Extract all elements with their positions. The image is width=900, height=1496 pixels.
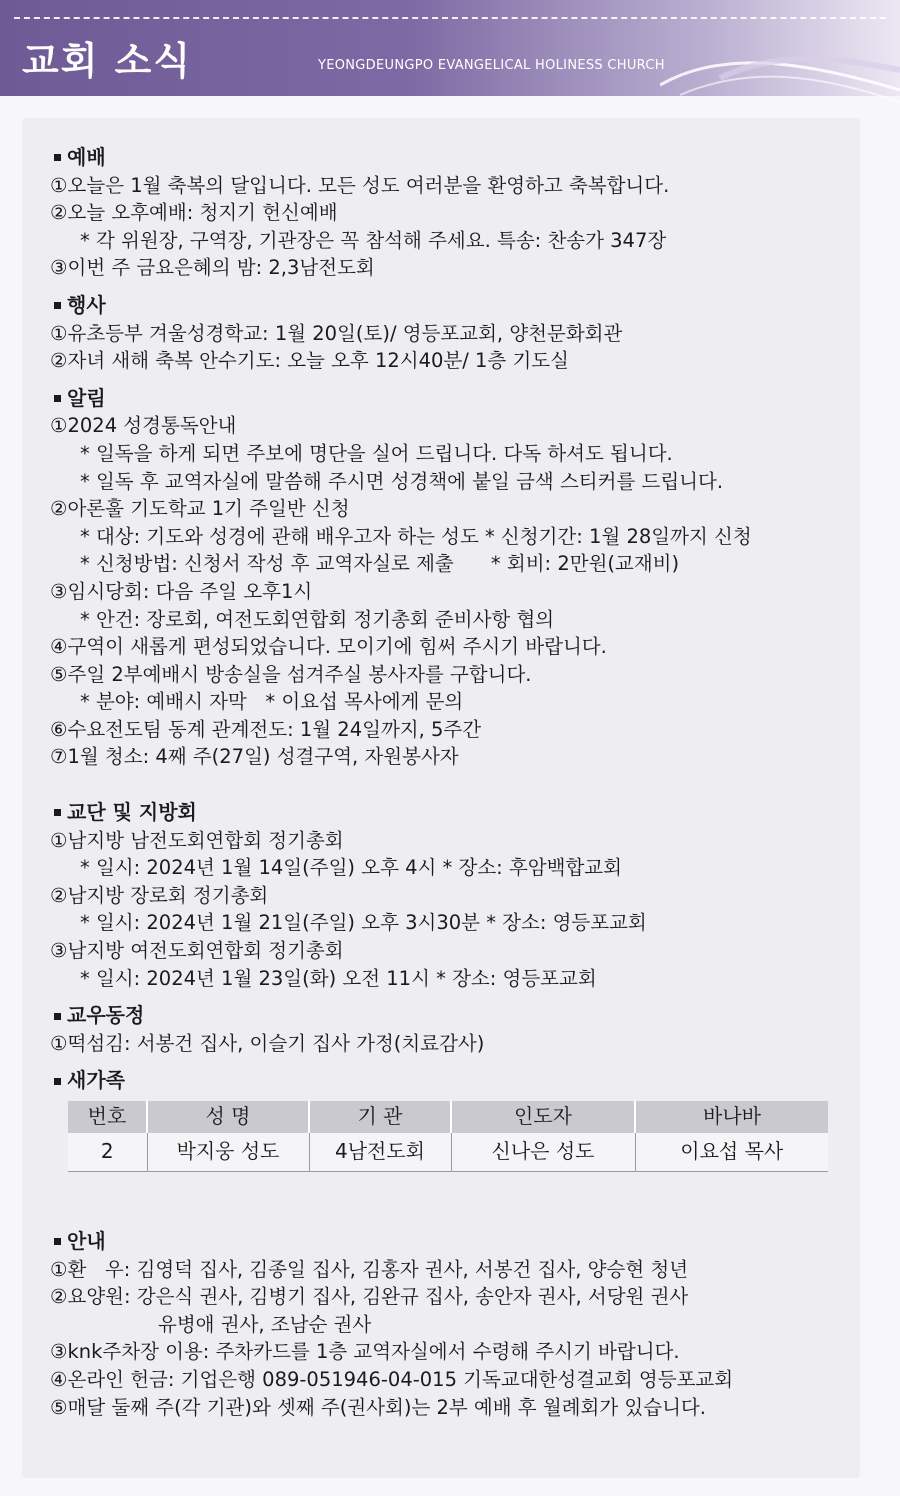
notices-line-7: ③임시당회: 다음 주일 오후1시 [50, 579, 313, 603]
square-bullet-icon [54, 809, 61, 816]
guide-line-1: ①환 우: 김영덕 집사, 김종일 집사, 김홍자 권사, 서봉건 집사, 양승현 청년 [50, 1257, 689, 1281]
square-bullet-icon [54, 1238, 61, 1245]
section-title-text: 교단 및 지방회 [67, 800, 197, 825]
section-title-text: 알림 [67, 385, 106, 410]
table-header-cell: 기 관 [309, 1101, 451, 1133]
notices-line-1: ①2024 성경통독안내 [50, 414, 237, 438]
section-title-newfamily [50, 1067, 870, 1095]
section-title-text: 예배 [67, 145, 106, 169]
worship-line-2: ②오늘 오후예배: 청지기 헌신예배 [50, 201, 338, 225]
table-row [68, 1133, 828, 1172]
notices-line-5: * 대상: 기도와 성경에 관해 배우고자 하는 성도 * 신청기간: 1월 28일까지 신청 [80, 524, 752, 548]
section-worship [50, 144, 870, 282]
new-family-table [68, 1101, 828, 1172]
worship-line-1: ①오늘은 1월 축복의 달입니다. 모든 성도 여러분을 환영하고 축복합니다. [50, 173, 670, 197]
square-bullet-icon [54, 1078, 61, 1085]
denomination-line-1: ①남지방 남전도회연합회 정기총회 [50, 828, 344, 852]
table-header-cell: 바나바 [635, 1101, 828, 1133]
notices-line-6: * 신청방법: 신청서 작성 후 교역자실로 제출 * 회비: 2만원(교재비) [80, 552, 680, 576]
table-cell: 신나은 성도 [451, 1133, 635, 1172]
worship-line-4: ③이번 주 금요은혜의 밤: 2,3남전도회 [50, 256, 375, 280]
table-header-row [68, 1101, 828, 1133]
square-bullet-icon [54, 395, 61, 402]
section-denomination [50, 799, 870, 992]
swoosh-decoration-icon [660, 40, 900, 110]
notices-line-8: * 안건: 장로회, 여전도회연합회 정기총회 준비사항 협의 [80, 607, 555, 631]
notices-line-10: ⑤주일 2부예배시 방송실을 섬겨주실 봉사자를 구합니다. [50, 662, 532, 686]
square-bullet-icon [54, 302, 61, 309]
section-newfamily [50, 1067, 870, 1172]
square-bullet-icon [54, 1013, 61, 1020]
notices-line-2: * 일독을 하게 되면 주보에 명단을 실어 드립니다. 다독 하셔도 됩니다. [80, 441, 673, 465]
notices-line-4: ②아론훌 기도학교 1기 주일반 신청 [50, 497, 350, 521]
table-cell: 2 [68, 1133, 147, 1172]
guide-line-4: ③knk주차장 이용: 주차카드를 1층 교역자실에서 수령해 주시기 바랍니다. [50, 1340, 680, 1364]
notices-line-13: ⑦1월 청소: 4째 주(27일) 성결구역, 자원봉사자 [50, 745, 459, 769]
section-title-denomination [50, 799, 870, 827]
section-members [50, 1002, 870, 1057]
section-events [50, 292, 870, 375]
events-line-2: ②자녀 새해 축복 안수기도: 오늘 오후 12시40분/ 1층 기도실 [50, 349, 569, 373]
section-guide [50, 1228, 870, 1421]
guide-line-6: ⑤매달 둘째 주(각 기관)와 셋째 주(권사회)는 2부 예배 후 월례회가 있습니다. [50, 1395, 706, 1419]
section-notices [50, 385, 870, 771]
denomination-line-4: * 일시: 2024년 1월 21일(주일) 오후 3시30분 * 장소: 영등포교회 [80, 911, 647, 935]
guide-line-5: ④온라인 헌금: 기업은행 089-051946-04-015 기독교대한성결교회 영등포교회 [50, 1367, 734, 1391]
church-name: YEONGDEUNGPO EVANGELICAL HOLINESS CHURCH [318, 58, 665, 73]
notices-line-9: ④구역이 새롭게 편성되었습니다. 모이기에 힘써 주시기 바랍니다. [50, 635, 607, 659]
section-title-guide [50, 1228, 870, 1256]
square-bullet-icon [54, 154, 61, 161]
denomination-line-3: ②남지방 장로회 정기총회 [50, 883, 269, 907]
section-title-members [50, 1002, 870, 1030]
table-header-cell: 인도자 [451, 1101, 635, 1133]
guide-line-2: ②요양원: 강은식 권사, 김병기 집사, 김완규 집사, 송안자 권사, 서당원 권사 [50, 1285, 689, 1309]
table-header-cell: 번호 [68, 1101, 147, 1133]
section-title-text: 교우동정 [67, 1003, 145, 1028]
page-title: 교회 소식 [22, 39, 193, 83]
denomination-line-5: ③남지방 여전도회연합회 정기총회 [50, 939, 344, 963]
news-content [50, 144, 870, 1431]
notices-line-12: ⑥수요전도팀 동계 관계전도: 1월 24일까지, 5주간 [50, 717, 482, 741]
denomination-line-6: * 일시: 2024년 1월 23일(화) 오전 11시 * 장소: 영등포교회 [80, 966, 597, 990]
header-dashed-line [14, 17, 886, 19]
guide-line-3: 유병애 권사, 조남순 권사 [158, 1312, 372, 1336]
header-banner [0, 0, 900, 96]
table-cell: 이요섭 목사 [635, 1133, 828, 1172]
denomination-line-2: * 일시: 2024년 1월 14일(주일) 오후 4시 * 장소: 후암백합교회 [80, 856, 622, 880]
section-title-text: 안내 [67, 1229, 106, 1253]
worship-line-3: * 각 위원장, 구역장, 기관장은 꼭 참석해 주세요. 특송: 찬송가 347장 [80, 228, 667, 252]
table-header-cell: 성 명 [147, 1101, 309, 1133]
section-title-worship [50, 144, 870, 172]
table-cell: 박지웅 성도 [147, 1133, 309, 1172]
events-line-1: ①유초등부 겨울성경학교: 1월 20일(토)/ 영등포교회, 양천문화회관 [50, 321, 623, 345]
section-title-text: 행사 [67, 292, 106, 317]
notices-line-3: * 일독 후 교역자실에 말씀해 주시면 성경책에 붙일 금색 스티커를 드립니다. [80, 469, 724, 493]
table-cell: 4남전도회 [309, 1133, 451, 1172]
section-title-notices [50, 385, 870, 413]
members-line-1: ①떡섬김: 서봉건 집사, 이슬기 집사 가정(치료감사) [50, 1031, 485, 1055]
section-title-text: 새가족 [67, 1068, 125, 1093]
notices-line-11: * 분야: 예배시 자막 * 이요섭 목사에게 문의 [80, 690, 464, 714]
section-title-events [50, 292, 870, 320]
